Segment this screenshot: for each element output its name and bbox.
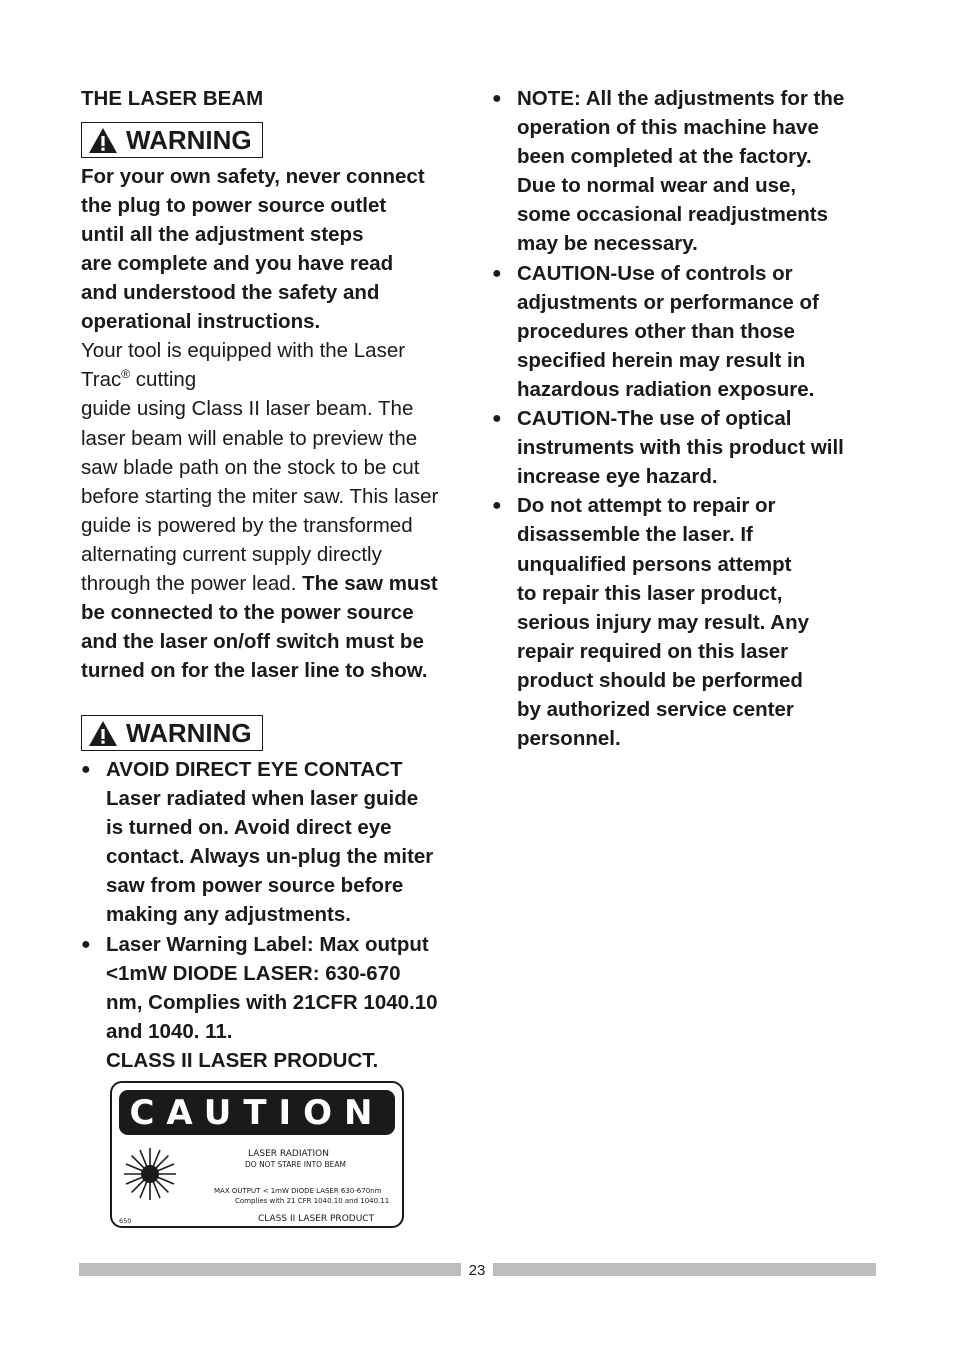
text-line: is turned on. Avoid direct eye (106, 816, 392, 840)
text-line: been completed at the factory. (517, 145, 812, 169)
list-item (492, 404, 882, 491)
text-line: CAUTION-The use of optical (517, 407, 792, 431)
text-line: alternating current supply directly (81, 542, 382, 566)
caution-label (110, 1081, 404, 1228)
brand-name: Trac (81, 368, 122, 392)
warning-triangle-icon (88, 127, 118, 154)
text-line: repair required on this laser (517, 639, 789, 663)
text-line: laser beam will enable to preview the (81, 426, 418, 450)
warning-triangle-icon (88, 720, 118, 747)
list-item (492, 491, 882, 753)
text-line: Your tool is equipped with the Laser (81, 339, 406, 363)
text-line: before starting the miter saw. This laser (81, 484, 439, 508)
bullet-icon: ● (81, 935, 91, 953)
class-text: CLASS II LASER PRODUCT (258, 1214, 375, 1224)
list-item (81, 930, 465, 1075)
laser-starburst-icon (122, 1146, 178, 1202)
text-line: until all the adjustment steps (81, 222, 364, 246)
text-line: serious injury may result. Any (517, 610, 810, 634)
text-line: saw from power source before (106, 874, 404, 898)
spacer (81, 685, 465, 715)
text-line: instruments with this product will (517, 436, 844, 460)
text-line: specified herein may result in (517, 348, 806, 372)
bullet-icon: ● (492, 264, 502, 282)
text-line: by authorized service center (517, 697, 794, 721)
list-item (492, 84, 882, 259)
text-line: be connected to the power source (81, 601, 414, 625)
footer-bar-right (493, 1263, 876, 1276)
text-line: AVOID DIRECT EYE CONTACT (106, 757, 403, 781)
max-output-text: MAX OUTPUT < 1mW DIODE LASER 630-670nm (214, 1187, 382, 1195)
text-fragment: through the power lead. (81, 572, 303, 595)
text-line: adjustments or performance of (517, 290, 819, 314)
text-line: <1mW DIODE LASER: 630-670 (106, 961, 401, 985)
warning-label-1: WARNING (126, 125, 252, 156)
bullet-icon: ● (492, 90, 502, 107)
text-line: NOTE: All the adjustments for the (517, 87, 845, 110)
text-line: contact. Always un-plug the miter (106, 845, 434, 869)
text-line: CLASS II LASER PRODUCT. (106, 1048, 379, 1072)
text-line: CAUTION-Use of controls or (517, 261, 793, 285)
text-line: nm, Complies with 21CFR 1040.10 (106, 990, 438, 1014)
bullet-icon: ● (492, 410, 502, 428)
list-item (492, 259, 882, 404)
right-column (492, 84, 882, 753)
text-line: and understood the safety and (81, 281, 380, 305)
text-line: some occasional readjustments (517, 203, 829, 227)
text-line (81, 365, 465, 394)
text-line: operation of this machine have (517, 116, 819, 140)
text-line: are complete and you have read (81, 251, 394, 275)
text-line: Do not attempt to repair or (517, 494, 776, 518)
text-line: disassemble the laser. If (517, 523, 753, 547)
text-line: personnel. (517, 727, 621, 751)
text-line: operational instructions. (81, 310, 321, 334)
text-line: procedures other than those (517, 319, 795, 343)
text-line: making any adjustments. (106, 903, 351, 927)
label-code: 650 (119, 1217, 132, 1225)
safety-paragraph (81, 162, 465, 337)
warning-box-2 (81, 715, 263, 751)
complies-text: Complies with 21 CFR 1040.10 and 1040.11 (235, 1197, 390, 1205)
warning-box-1 (81, 122, 263, 158)
footer-bar-left (79, 1263, 461, 1276)
text-line: Due to normal wear and use, (517, 174, 797, 198)
text-line: unqualified persons attempt (517, 552, 792, 576)
left-bullet-list (81, 755, 465, 1075)
text-line: and 1040. 11. (106, 1019, 233, 1043)
text-line: For your own safety, never connect (81, 164, 425, 188)
list-item (81, 755, 465, 930)
laser-radiation-text: LASER RADIATION (248, 1149, 329, 1159)
bullet-icon: ● (492, 497, 502, 515)
text-line: saw blade path on the stock to be cut (81, 455, 420, 479)
text-line: turned on for the laser line to show. (81, 659, 428, 683)
text-line: the plug to power source outlet (81, 193, 387, 217)
caution-banner: CAUTION (119, 1090, 395, 1135)
text-fragment: cutting (130, 368, 197, 392)
section-heading: THE LASER BEAM (81, 87, 264, 110)
warning-label-2: WARNING (126, 718, 252, 749)
text-line: Laser Warning Label: Max output (106, 932, 429, 956)
text-line: and the laser on/off switch must be (81, 630, 424, 654)
laser-description (81, 336, 465, 685)
page-number: 23 (468, 1262, 486, 1279)
text-line: hazardous radiation exposure. (517, 377, 815, 401)
do-not-stare-text: DO NOT STARE INTO BEAM (245, 1160, 346, 1169)
text-line: guide is powered by the transformed (81, 513, 413, 537)
text-line: guide using Class II laser beam. The (81, 397, 414, 421)
registered-mark: ® (121, 367, 131, 382)
text-fragment-bold: The saw must (302, 572, 438, 595)
text-line: increase eye hazard. (517, 465, 718, 489)
text-line: product should be performed (517, 668, 803, 692)
text-line: may be necessary. (517, 232, 698, 256)
bullet-icon: ● (81, 760, 91, 778)
left-column (81, 84, 465, 1075)
text-line: Laser radiated when laser guide (106, 787, 419, 811)
text-line: to repair this laser product, (517, 581, 783, 605)
text-line (81, 569, 465, 598)
right-bullet-list (492, 84, 882, 753)
